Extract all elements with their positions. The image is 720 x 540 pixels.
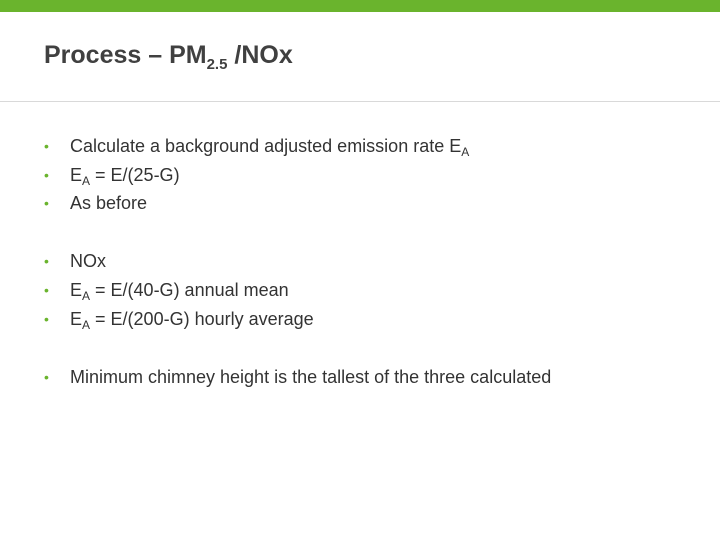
title-subscript: 2.5: [206, 56, 228, 73]
bullet-marker: •: [44, 138, 49, 154]
bullet-text: Minimum chimney height is the tallest of the three calculated: [70, 367, 552, 387]
bullet-marker: •: [44, 282, 49, 298]
bullet-subscript: A: [82, 289, 91, 303]
bullet-suffix: = E/(40-G) annual mean: [90, 280, 289, 300]
bullet-subscript: A: [82, 174, 91, 188]
bullet-prefix: E: [70, 309, 83, 329]
bullet-text: [70, 278, 289, 302]
bullet-text: [70, 134, 469, 158]
bullet-main-text: Calculate a background adjusted emission rate E: [70, 136, 462, 156]
bullet-suffix: = E/(25-G): [90, 165, 180, 185]
bullet-text: [70, 163, 180, 187]
bullet-marker: •: [44, 311, 49, 327]
bullet-subscript: A: [461, 145, 470, 159]
title-divider: [0, 101, 720, 102]
bullet-marker: •: [44, 253, 49, 269]
title-suffix: /NOx: [227, 41, 293, 69]
slide-title: [44, 40, 293, 73]
title-prefix: Process – PM: [44, 41, 207, 69]
bullet-marker: •: [44, 369, 49, 385]
bullet-marker: •: [44, 167, 49, 183]
top-accent-bar: [0, 0, 720, 12]
bullet-prefix: E: [70, 280, 83, 300]
bullet-marker: •: [44, 195, 49, 211]
bullet-text: As before: [70, 193, 148, 213]
bullet-text: [70, 307, 314, 331]
bullet-text: NOx: [70, 251, 106, 271]
bullet-subscript: A: [82, 318, 91, 332]
bullet-suffix: = E/(200-G) hourly average: [90, 309, 314, 329]
bullet-prefix: E: [70, 165, 83, 185]
